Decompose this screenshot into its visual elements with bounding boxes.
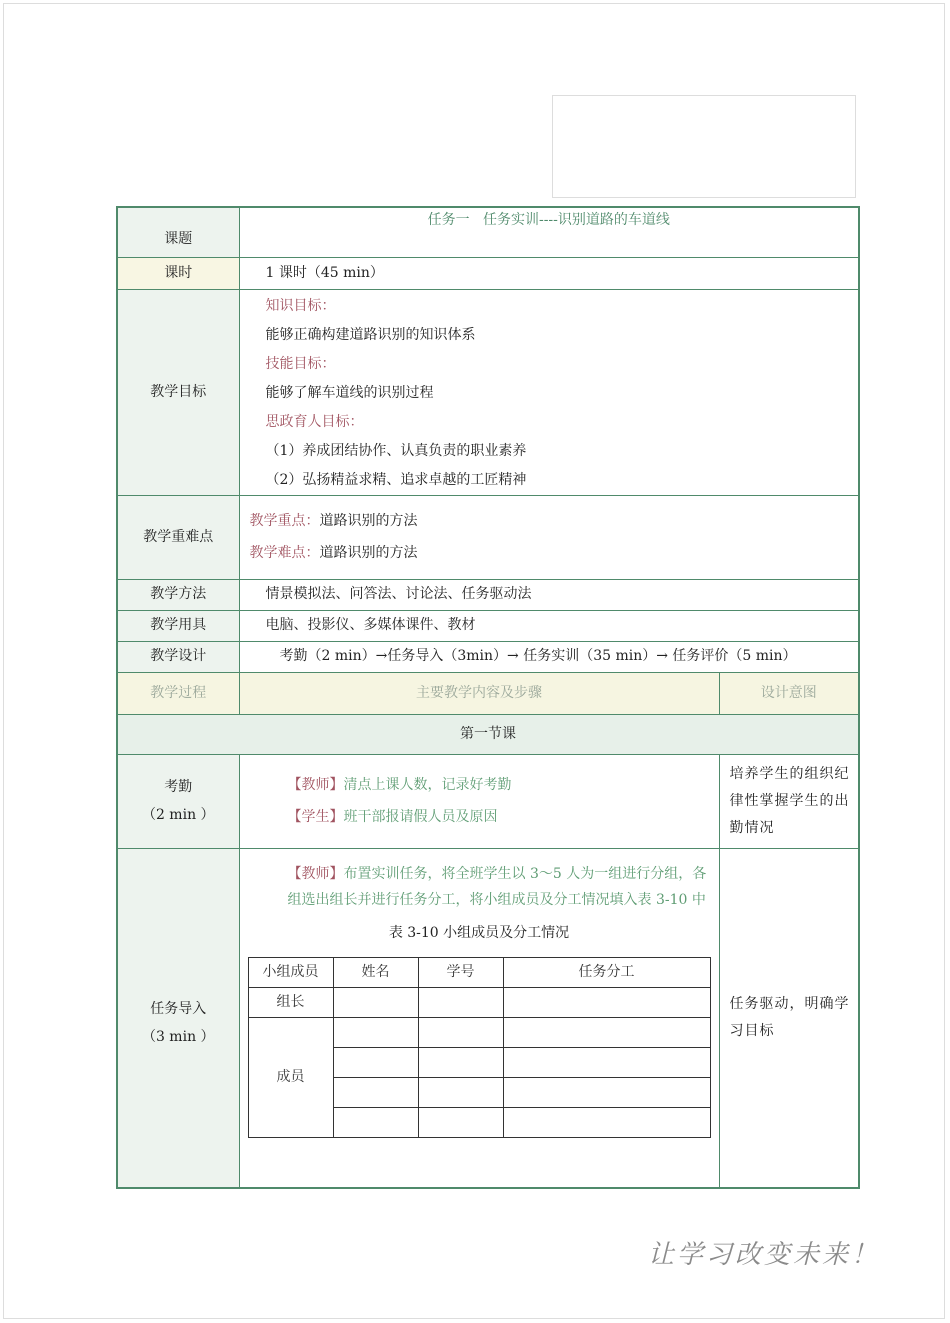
method-value: 情景模拟法、问答法、讨论法、任务驱动法 <box>239 579 859 610</box>
attendance-teacher-tag: 【教师】 <box>287 777 344 793</box>
task-intro-intent: 任务驱动，明确学习目标 <box>719 848 859 1188</box>
design-label: 教学设计 <box>117 641 239 672</box>
attendance-label: 考勤 <box>164 779 193 795</box>
group-cell[interactable] <box>418 1047 503 1077</box>
group-cell[interactable] <box>503 987 710 1017</box>
group-cell[interactable] <box>418 1017 503 1047</box>
focus-text: 道路识别的方法 <box>319 513 418 529</box>
task-intro-teacher-tag: 【教师】 <box>287 865 344 882</box>
group-cell[interactable] <box>418 1077 503 1107</box>
group-cell[interactable] <box>333 1017 418 1047</box>
skill-heading: 技能目标： <box>265 355 336 372</box>
design-value: 考勤（2 min）→任务导入（3min）→ 任务实训（35 min）→ 任务评价（5 min） <box>239 641 859 672</box>
group-cell[interactable] <box>503 1017 710 1047</box>
attendance-student-text: 班干部报请假人员及原因 <box>343 809 498 825</box>
hours-value: 1 课时（45 min） <box>239 257 859 289</box>
group-cell[interactable] <box>333 1047 418 1077</box>
table-caption: 表 3-10 小组成员及分工情况 <box>388 924 570 941</box>
content-header: 主要教学内容及步骤 <box>239 672 719 714</box>
method-label: 教学方法 <box>117 579 239 610</box>
group-cell[interactable] <box>333 1077 418 1107</box>
task-intro-label: 任务导入 <box>150 1000 207 1017</box>
group-cell[interactable] <box>503 1107 710 1137</box>
attendance-student-tag: 【学生】 <box>287 809 344 825</box>
intent-header: 设计意图 <box>719 672 859 714</box>
attendance-intent: 培养学生的组织纪律性掌握学生的出勤情况 <box>719 754 859 848</box>
ideology-heading: 思政育人目标： <box>265 413 364 430</box>
tools-value: 电脑、投影仪、多媒体课件、教材 <box>239 610 859 641</box>
attendance-time: （2 min ） <box>141 807 215 823</box>
group-table <box>248 957 711 1138</box>
focus-heading: 教学重点： <box>249 513 320 529</box>
task-intro-time: （3 min ） <box>141 1028 215 1045</box>
knowledge-text: 能够正确构建道路识别的知识体系 <box>265 326 476 343</box>
group-header-member: 小组成员 <box>248 957 333 987</box>
objectives-content <box>239 289 859 495</box>
group-cell[interactable] <box>503 1047 710 1077</box>
header-box <box>552 95 856 198</box>
lesson-plan-table <box>116 206 860 1189</box>
ideology-item-2: （2）弘扬精益求精、追求卓越的工匠精神 <box>265 471 527 488</box>
hours-label: 课时 <box>117 257 239 289</box>
group-leader-label: 组长 <box>248 987 333 1017</box>
task-intro-content <box>239 848 719 1188</box>
group-members-label: 成员 <box>248 1017 333 1137</box>
group-header-task: 任务分工 <box>503 957 710 987</box>
key-points-content <box>239 495 859 579</box>
task-intro-teacher-text: 布置实训任务，将全班学生以 3～5 人为一组进行分组，各组选出组长并进行任务分工，将小组成员及分工情况填入表 3-10 中 <box>287 865 707 908</box>
group-cell[interactable] <box>333 987 418 1017</box>
group-cell[interactable] <box>503 1077 710 1107</box>
difficulty-text: 道路识别的方法 <box>319 545 418 561</box>
difficulty-heading: 教学难点： <box>249 545 320 561</box>
attendance-label-cell <box>117 754 239 848</box>
process-header: 教学过程 <box>117 672 239 714</box>
attendance-teacher-text: 清点上课人数，记录好考勤 <box>343 777 512 793</box>
title-label: 课题 <box>117 207 239 257</box>
group-header-name: 姓名 <box>333 957 418 987</box>
skill-text: 能够了解车道线的识别过程 <box>265 384 434 401</box>
key-points-label: 教学重难点 <box>117 495 239 579</box>
knowledge-heading: 知识目标： <box>265 297 336 314</box>
group-header-id: 学号 <box>418 957 503 987</box>
slogan: 让学习改变未来！ <box>648 1240 881 1270</box>
lesson-heading: 第一节课 <box>117 714 859 754</box>
task-intro-label-cell <box>117 848 239 1188</box>
attendance-content <box>239 754 719 848</box>
lesson-title: 任务一 任务实训----识别道路的车道线 <box>239 207 859 257</box>
tools-label: 教学用具 <box>117 610 239 641</box>
task-intro-instruction <box>240 861 719 913</box>
group-cell[interactable] <box>418 987 503 1017</box>
objectives-label: 教学目标 <box>117 289 239 495</box>
group-cell[interactable] <box>418 1107 503 1137</box>
group-cell[interactable] <box>333 1107 418 1137</box>
ideology-item-1: （1）养成团结协作、认真负责的职业素养 <box>265 442 527 459</box>
